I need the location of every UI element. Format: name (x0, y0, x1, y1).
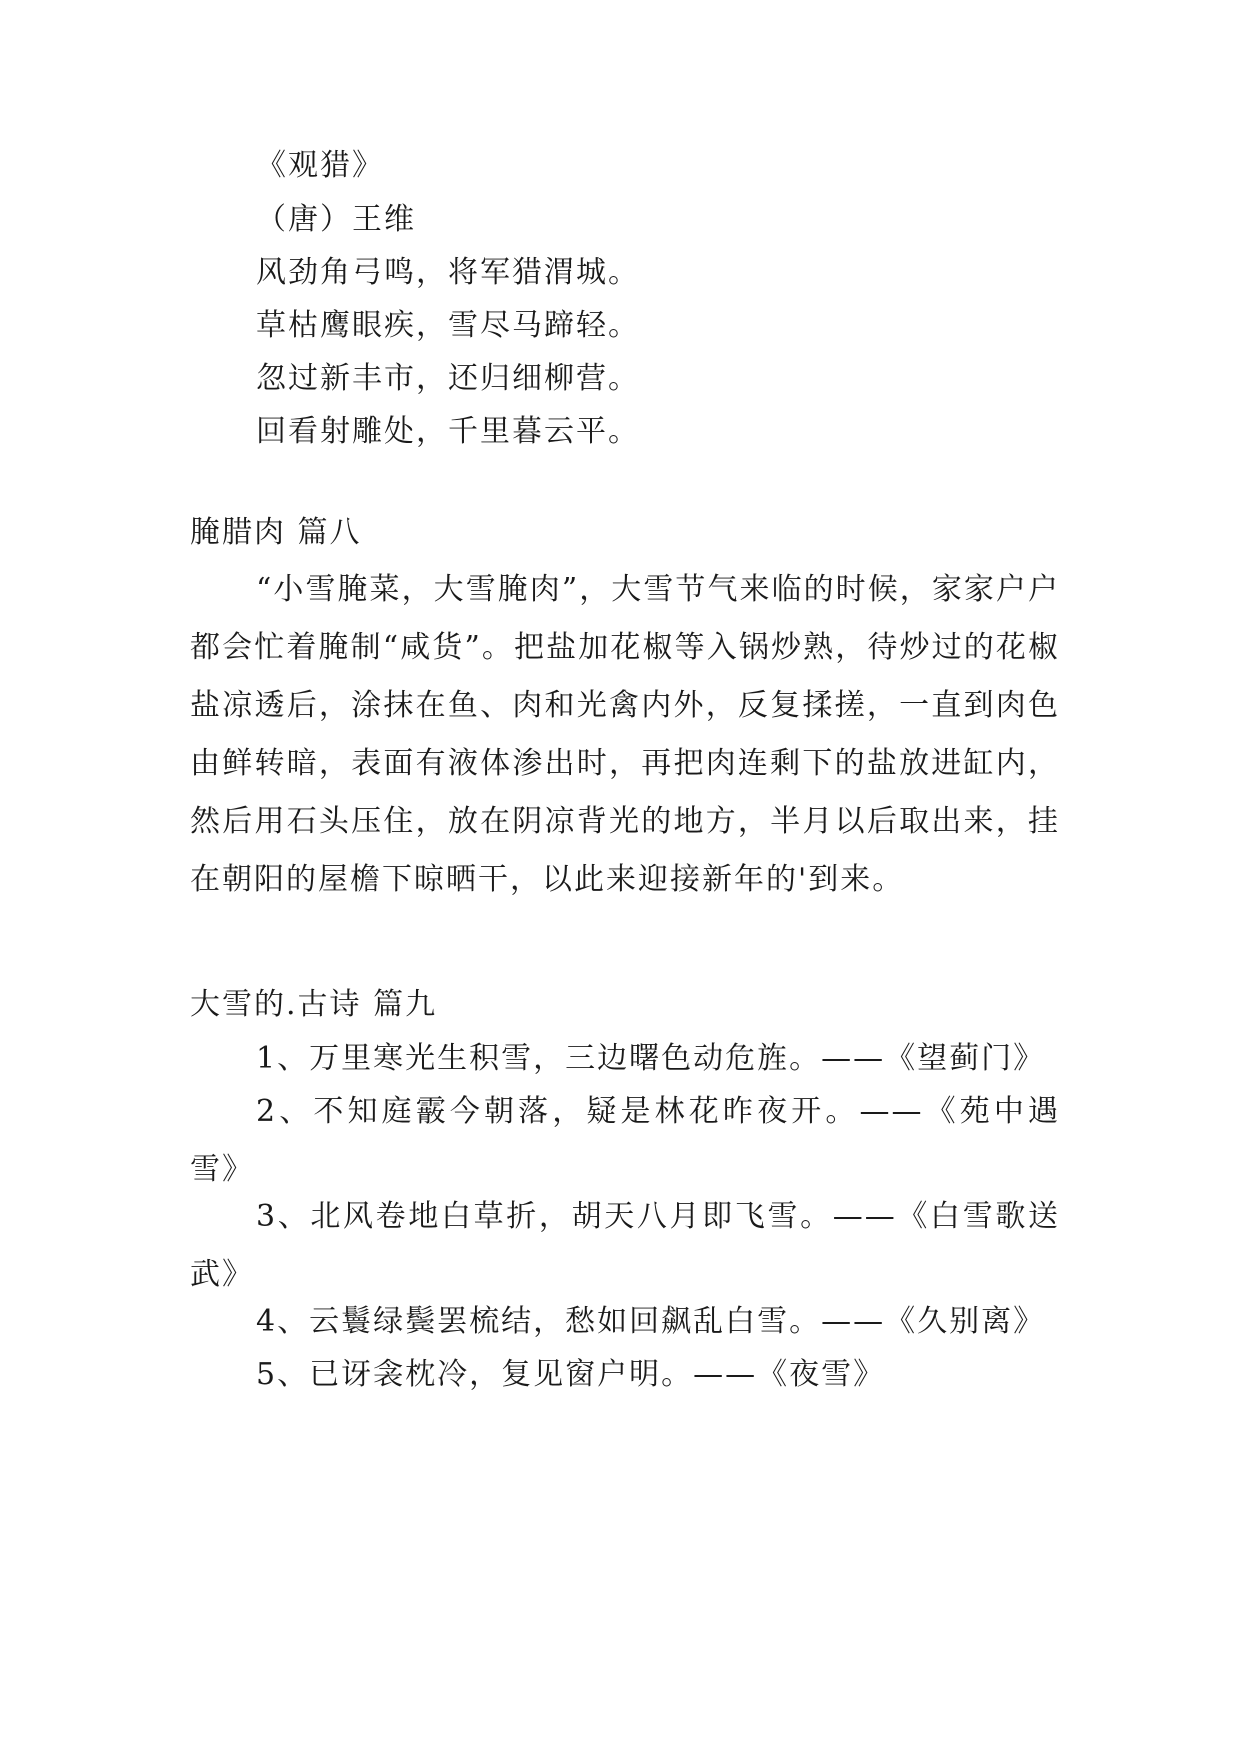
section-body: “小雪腌菜，大雪腌肉”，大雪节气来临的时候，家家户户都会忙着腌制“咸货”。把盐加花椒等入锅炒熟，待炒过的花椒盐凉透后，涂抹在鱼、肉和光禽内外，反复揉搓，一直到肉色由鲜转暗，表面有液体渗出时，再把肉连剩下的盐放进缸内，然后用石头压住，放在阴凉背光的地方，半月以后取出来，挂在朝阳的屋檐下晾晒干，以此来迎接新年的'到来。 (190, 572, 1060, 897)
poem-author: （唐）王维 (256, 202, 416, 237)
poem-line: 风劲角弓鸣，将军猎渭城。 (256, 255, 640, 290)
list-item: 5、已讶衾枕冷，复见窗户明。——《夜雪》 (256, 1357, 886, 1392)
list-item: 2、不知庭霰今朝落，疑是林花昨夜开。——《苑中遇雪》 (190, 1094, 1060, 1187)
section-heading: 大雪的.古诗 篇九 (190, 987, 438, 1022)
poem-line: 回看射雕处，千里暮云平。 (256, 414, 640, 449)
section-heading: 腌腊肉 篇八 (190, 515, 362, 550)
list-item: 4、云鬟绿鬓罢梳结，愁如回飙乱白雪。——《久别离》 (256, 1304, 1046, 1339)
list-item: 3、北风卷地白草折，胡天八月即飞雪。——《白雪歌送武》 (190, 1199, 1060, 1292)
poem-line: 忽过新丰市，还归细柳营。 (256, 361, 640, 396)
poem-title: 《观猎》 (256, 148, 384, 183)
poem-line: 草枯鹰眼疾，雪尽马蹄轻。 (256, 308, 640, 343)
list-item: 1、万里寒光生积雪，三边曙色动危旌。——《望蓟门》 (256, 1041, 1046, 1076)
